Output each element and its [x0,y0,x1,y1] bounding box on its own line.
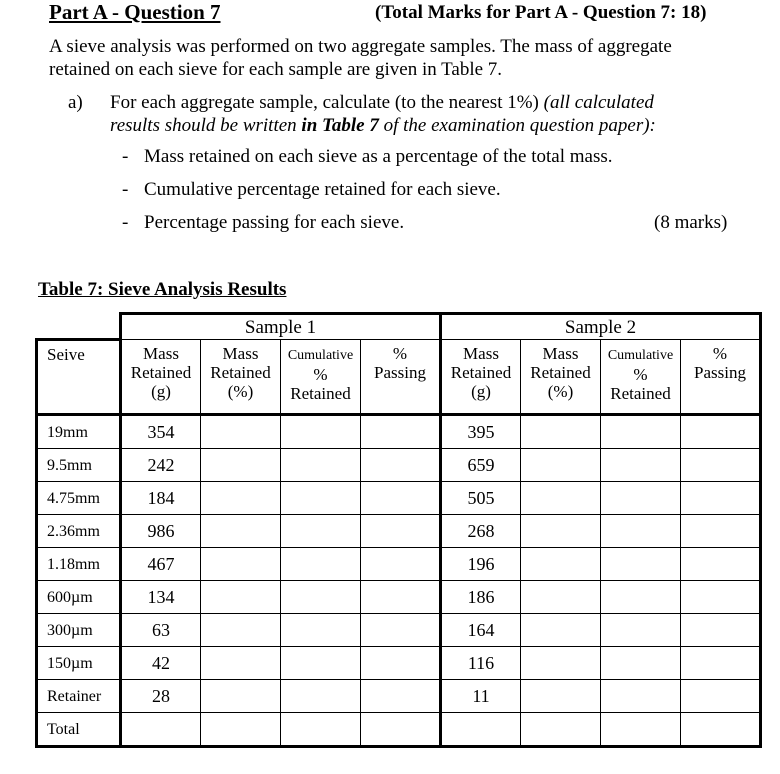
table-row [37,614,761,647]
seive-column-header: Seive [37,340,121,415]
s2-mass-cell: 196 [441,548,521,581]
part-a-line-2-c: of the examination question paper): [378,115,656,136]
blank-answer-cell [681,581,761,614]
table-row [37,713,761,747]
s2-mass-cell: 659 [441,449,521,482]
blank-answer-cell [601,482,681,515]
blank-answer-cell [201,581,281,614]
blank-answer-cell [601,548,681,581]
sieve-size-cell: 4.75mm [37,482,121,515]
blank-answer-cell [281,548,361,581]
blank-answer-cell [601,713,681,747]
s2-mass-cell: 268 [441,515,521,548]
blank-answer-cell [361,482,441,515]
bullet-dash: - [122,146,129,167]
sieve-size-cell: Total [37,713,121,747]
blank-answer-cell [601,581,681,614]
blank-answer-cell [681,449,761,482]
part-a-marks: (8 marks) [654,212,728,233]
part-a-line-1-text: For each aggregate sample, calculate (to the nearest 1%) [110,92,539,113]
blank-answer-cell [601,647,681,680]
s2-mass-cell: 116 [441,647,521,680]
blank-answer-cell [521,548,601,581]
sample-1-header: Sample 1 [121,314,441,340]
blank-answer-cell [281,449,361,482]
s1-mass-cell: 986 [121,515,201,548]
part-a-label: a) [68,92,83,113]
blank-answer-cell [201,713,281,747]
blank-answer-cell [601,614,681,647]
s1-mass-cell: 184 [121,482,201,515]
blank-answer-cell [281,415,361,449]
blank-answer-cell [521,614,601,647]
intro-line-2: retained on each sieve for each sample are given in Table 7. [49,59,503,80]
s2-mass-cell: 164 [441,614,521,647]
blank-answer-cell [601,415,681,449]
blank-answer-cell [201,614,281,647]
blank-answer-cell [201,482,281,515]
s1-mass-cell: 42 [121,647,201,680]
blank-answer-cell [201,548,281,581]
blank-answer-cell [281,713,361,747]
s2-mass-cell: 11 [441,680,521,713]
sieve-size-cell: 9.5mm [37,449,121,482]
sieve-size-cell: Retainer [37,680,121,713]
blank-answer-cell [521,449,601,482]
s1-mass-cell: 28 [121,680,201,713]
blank-answer-cell [361,680,441,713]
s2-mass-pct-header: Mass Retained (%) [521,340,601,415]
s2-cumulative-header: Cumulative % Retained [601,340,681,415]
table-row [37,581,761,614]
s2-mass-cell: 505 [441,482,521,515]
sieve-analysis-table [35,312,762,748]
table-row [37,680,761,713]
blank-answer-cell [361,415,441,449]
table-body [37,415,761,747]
part-a-line-1-italic: (all calculated [543,92,654,113]
table-row [37,415,761,449]
part-a-line-2-bold: in Table 7 [301,115,379,136]
blank-answer-cell [201,647,281,680]
blank-answer-cell [281,614,361,647]
blank-answer-cell [361,713,441,747]
part-a-line-1 [110,92,654,114]
blank-answer-cell [521,415,601,449]
blank-answer-cell [681,548,761,581]
blank-answer-cell [361,548,441,581]
table-row [37,548,761,581]
s2-mass-g-header: Mass Retained (g) [441,340,521,415]
blank-answer-cell [201,515,281,548]
part-a-line-2 [110,115,656,137]
s2-mass-cell: 395 [441,415,521,449]
part-a-line-2-a: results should be written [110,115,302,136]
blank-answer-cell [281,581,361,614]
s1-mass-g-header: Mass Retained (g) [121,340,201,415]
blank-answer-cell [281,482,361,515]
blank-answer-cell [681,482,761,515]
sieve-size-cell: 600µm [37,581,121,614]
bullet-item: Cumulative percentage retained for each sieve. [144,179,501,200]
blank-answer-cell [521,515,601,548]
table-row [37,482,761,515]
blank-answer-cell [201,680,281,713]
s1-mass-cell: 242 [121,449,201,482]
bullet-dash: - [122,179,129,200]
intro-line-1: A sieve analysis was performed on two aggregate samples. The mass of aggregate [49,36,672,57]
s2-passing-header: % Passing [681,340,761,415]
blank-answer-cell [681,614,761,647]
blank-answer-cell [681,680,761,713]
sieve-size-cell: 1.18mm [37,548,121,581]
blank-answer-cell [201,449,281,482]
sieve-size-cell: 150µm [37,647,121,680]
blank-answer-cell [201,415,281,449]
blank-answer-cell [361,449,441,482]
table-caption: Table 7: Sieve Analysis Results [38,279,287,300]
s1-mass-cell: 354 [121,415,201,449]
sieve-size-cell: 2.36mm [37,515,121,548]
question-title: Part A - Question 7 [49,0,221,24]
blank-answer-cell [681,647,761,680]
bullet-dash: - [122,212,129,233]
blank-answer-cell [681,515,761,548]
s1-mass-pct-header: Mass Retained (%) [201,340,281,415]
blank-answer-cell [281,680,361,713]
s1-mass-cell: 134 [121,581,201,614]
s1-cumulative-header: Cumulative % Retained [281,340,361,415]
table-corner [37,314,121,340]
blank-answer-cell [521,581,601,614]
s1-mass-cell [121,713,201,747]
blank-answer-cell [521,713,601,747]
bullet-item: Percentage passing for each sieve. [144,212,405,233]
s2-mass-cell: 186 [441,581,521,614]
blank-answer-cell [521,647,601,680]
blank-answer-cell [601,515,681,548]
sieve-size-cell: 19mm [37,415,121,449]
s1-mass-cell: 63 [121,614,201,647]
blank-answer-cell [281,647,361,680]
sieve-size-cell: 300µm [37,614,121,647]
table-row [37,449,761,482]
blank-answer-cell [361,581,441,614]
bullet-item: Mass retained on each sieve as a percentage of the total mass. [144,146,613,167]
blank-answer-cell [521,680,601,713]
table-row [37,515,761,548]
blank-answer-cell [681,415,761,449]
blank-answer-cell [361,515,441,548]
blank-answer-cell [281,515,361,548]
s2-mass-cell [441,713,521,747]
blank-answer-cell [361,647,441,680]
blank-answer-cell [361,614,441,647]
table-row [37,647,761,680]
blank-answer-cell [681,713,761,747]
sample-2-header: Sample 2 [441,314,761,340]
blank-answer-cell [601,449,681,482]
s1-passing-header: % Passing [361,340,441,415]
blank-answer-cell [521,482,601,515]
total-marks: (Total Marks for Part A - Question 7: 18) [375,2,707,23]
blank-answer-cell [601,680,681,713]
s1-mass-cell: 467 [121,548,201,581]
